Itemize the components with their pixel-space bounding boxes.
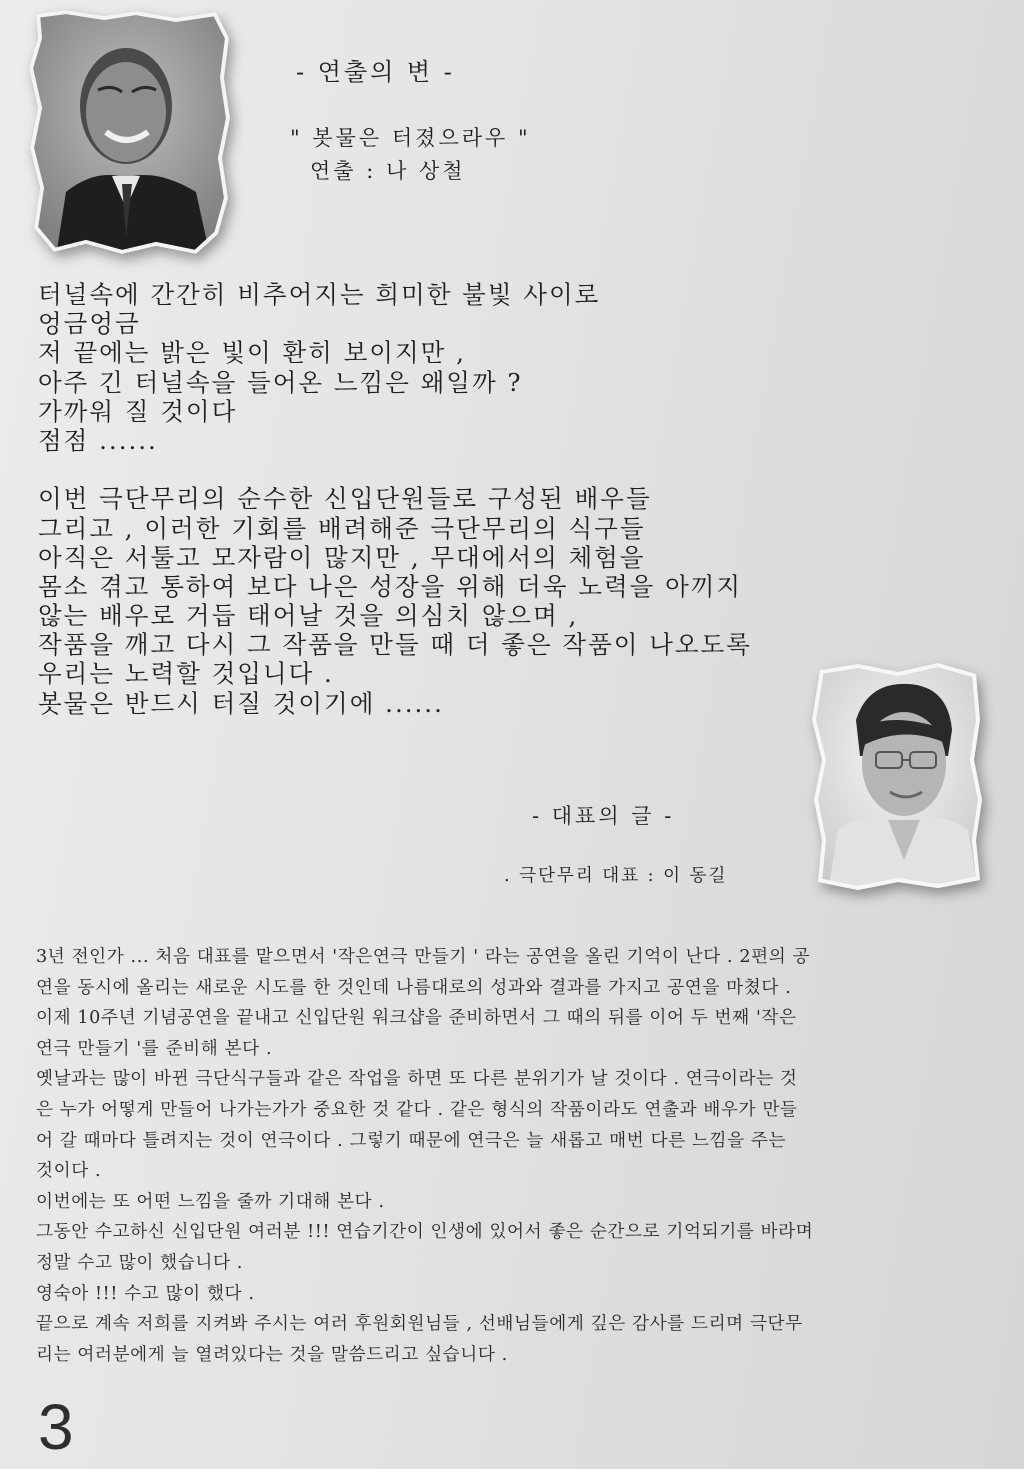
letter-line: 연을 동시에 올리는 새로운 시도를 한 것인데 나름대로의 성과와 결과를 가지고 공연을 마쳤다 . [36, 977, 792, 998]
letter-line: 그동안 수고하신 신입단원 여러분 !!! 연습기간이 인생에 있어서 좋은 순간으로 기억되기를 바라며 [36, 1222, 814, 1243]
representative-photo [808, 660, 984, 892]
letter-line: 이제 10주년 기념공연을 끝내고 신입단원 워크샵을 준비하면서 그 때의 뒤를 이어 두 번째 '작은 [36, 1008, 797, 1029]
page-number: 3 [38, 1391, 74, 1463]
poem-line: 우리는 노력할 것입니다 . [38, 659, 334, 689]
poem-line: 가까워 질 것이다 [38, 396, 238, 426]
letter-line: 정말 수고 많이 했습니다 . [36, 1252, 243, 1273]
letter-line: 이번에는 또 어떤 느낌을 줄까 기대해 본다 . [36, 1191, 385, 1212]
director-credit: 연출 : 나 상철 [310, 159, 466, 183]
poem-line: 그리고 , 이러한 기회를 배려해준 극단무리의 식구들 [38, 513, 646, 543]
director-heading: - 연출의 변 - [296, 58, 455, 86]
letter-line: 끝으로 계속 저희를 지켜봐 주시는 여러 후원회원님들 , 선배님들에게 깊은 감사를 드리며 극단무 [36, 1314, 803, 1335]
letter-line: 영숙아 !!! 수고 많이 했다 . [36, 1283, 255, 1304]
stanza-gap [38, 455, 798, 484]
poem-line: 아직은 서툴고 모자람이 많지만 , 무대에서의 체험을 [38, 542, 646, 572]
representative-heading: - 대표의 글 - [532, 804, 675, 828]
portrait-photo-icon [808, 660, 984, 892]
letter-line: 어 갈 때마다 틀려지는 것이 연극이다 . 그렇기 때문에 연극은 늘 새롭고 매번 다른 느낌을 주는 [36, 1130, 787, 1151]
play-title: " 봇물은 터졌으라우 " [290, 126, 531, 150]
poem-line: 않는 배우로 거듭 태어날 것을 의심치 않으며 , [38, 601, 579, 631]
poem-line: 점점 ...... [38, 425, 158, 455]
letter-line: 것이다 . [36, 1161, 102, 1182]
poem-line: 엉금엉금 [38, 309, 141, 339]
representative-credit: . 극단무리 대표 : 이 동길 [504, 866, 728, 886]
poem-line: 터널속에 간간히 비추어지는 희미한 불빛 사이로 [38, 280, 601, 309]
director-photo [26, 8, 232, 256]
letter-line: 리는 여러분에게 늘 열려있다는 것을 말씀드리고 싶습니다 . [36, 1344, 508, 1365]
poem-line: 아주 긴 터널속을 들어온 느낌은 왜일까 ? [38, 367, 523, 397]
portrait-photo-icon [26, 8, 232, 256]
poem-line: 이번 극단무리의 순수한 신입단원들로 구성된 배우들 [38, 484, 652, 514]
poem-line: 작품을 깨고 다시 그 작품을 만들 때 더 좋은 작품이 나오도록 [38, 630, 752, 660]
poem-line: 봇물은 반드시 터질 것이기에 ...... [38, 688, 444, 718]
poem-line: 저 끝에는 밝은 빛이 환히 보이지만 , [38, 338, 466, 368]
letter-line: 은 누가 어떻게 만들어 나가는가가 중요한 것 같다 . 같은 형식의 작품이라도 연출과 배우가 만들 [36, 1099, 798, 1120]
letter-line: 3년 전인가 ... 처음 대표를 맡으면서 '작은연극 만들기 ' 라는 공연을 올린 기억이 난다 . 2편의 공 [36, 947, 811, 967]
representative-letter [36, 942, 991, 1370]
letter-line: 옛날과는 많이 바뀐 극단식구들과 같은 작업을 하면 또 다른 분위기가 날 것이다 . 연극이라는 것 [36, 1069, 798, 1090]
director-poem [38, 280, 798, 718]
letter-line: 연극 만들기 '를 준비해 본다 . [36, 1038, 273, 1059]
poem-line: 몸소 겪고 통하여 보다 나은 성장을 위해 더욱 노력을 아끼지 [38, 571, 743, 601]
